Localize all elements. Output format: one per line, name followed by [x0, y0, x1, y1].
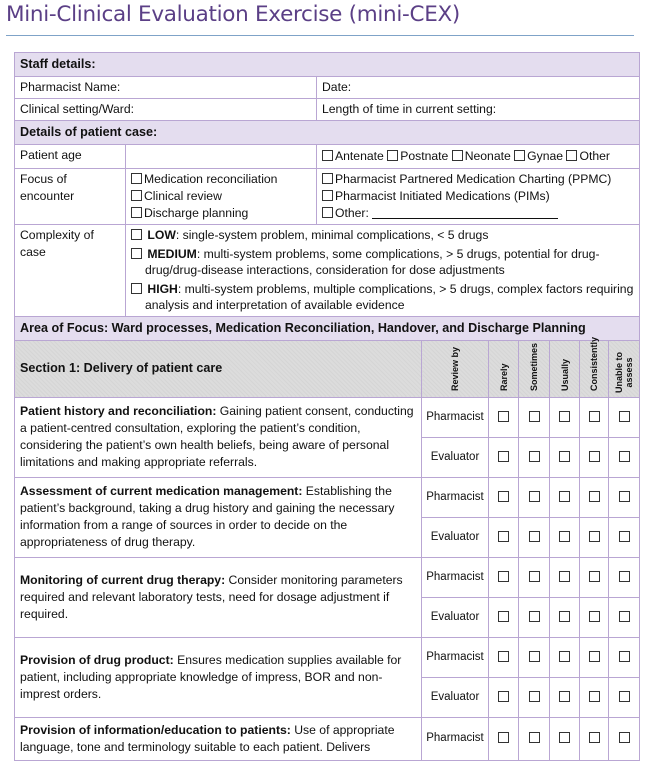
rating-unable[interactable] [609, 637, 640, 677]
rating-sometimes[interactable] [519, 677, 550, 717]
date-label: Date: [322, 80, 352, 94]
reviewer-pharmacist: Pharmacist [422, 397, 489, 437]
focus-options-right [317, 169, 640, 225]
checkbox-icon[interactable] [131, 229, 142, 240]
checkbox-icon[interactable] [589, 651, 600, 662]
age-options [317, 145, 640, 169]
item-drug-product: Provision of drug product: Ensures medication supplies available for patient, including appropriate knowledge of impress, BOR and non-imprest orders. [15, 637, 422, 717]
checkbox-icon[interactable] [529, 491, 540, 502]
checkbox-icon[interactable] [131, 283, 142, 294]
rating-usually[interactable] [550, 717, 580, 760]
rating-unable[interactable] [609, 557, 640, 597]
focus-option-clinical-review[interactable]: Clinical review [131, 188, 311, 205]
reviewer-evaluator: Evaluator [422, 597, 489, 637]
reviewer-pharmacist: Pharmacist [422, 637, 489, 677]
checkbox-icon[interactable] [131, 207, 142, 218]
patient-case-header: Details of patient case: [15, 121, 640, 145]
rating-rarely[interactable] [489, 517, 519, 557]
checkbox-icon[interactable] [589, 571, 600, 582]
rating-unable[interactable] [609, 677, 640, 717]
rating-sometimes[interactable] [519, 517, 550, 557]
checkbox-icon[interactable] [559, 571, 570, 582]
checkbox-icon[interactable] [619, 451, 630, 462]
section1-title: Section 1: Delivery of patient care [15, 340, 422, 397]
checkbox-icon[interactable] [529, 732, 540, 743]
rating-usually[interactable] [550, 597, 580, 637]
col-consistently: Consistently [580, 340, 609, 397]
rating-usually[interactable] [550, 437, 580, 477]
col-usually: Usually [550, 340, 580, 397]
checkbox-icon[interactable] [589, 531, 600, 542]
checkbox-icon[interactable] [529, 451, 540, 462]
reviewer-pharmacist: Pharmacist [422, 557, 489, 597]
focus-option-discharge[interactable]: Discharge planning [131, 205, 311, 222]
item-assessment-medication: Assessment of current medication management: Establishing the patient’s background, taking a drug history and gaining the necessary information from a range of sources in order to decide on the appropriateness of drug therapy. [15, 477, 422, 557]
rating-unable[interactable] [609, 717, 640, 760]
length-of-time-field[interactable] [317, 99, 640, 121]
complexity-label: Complexity of case [15, 225, 126, 317]
rating-usually[interactable] [550, 637, 580, 677]
staff-details-header: Staff details: [15, 53, 640, 77]
checkbox-icon[interactable] [529, 411, 540, 422]
checkbox-icon[interactable] [566, 150, 577, 161]
col-rarely: Rarely [489, 340, 519, 397]
checkbox-icon[interactable] [529, 531, 540, 542]
checkbox-icon[interactable] [529, 611, 540, 622]
rating-usually[interactable] [550, 557, 580, 597]
checkbox-icon[interactable] [529, 571, 540, 582]
rating-rarely[interactable] [489, 677, 519, 717]
rating-rarely[interactable] [489, 597, 519, 637]
page-title: Mini-Clinical Evaluation Exercise (mini-CEX) [6, 2, 460, 27]
checkbox-icon[interactable] [619, 611, 630, 622]
checkbox-icon[interactable] [619, 571, 630, 582]
checkbox-icon[interactable] [589, 411, 600, 422]
date-field[interactable] [317, 77, 640, 99]
rating-usually[interactable] [550, 477, 580, 517]
complexity-low[interactable]: LOW: single-system problem, minimal complications, < 5 drugs [131, 227, 634, 244]
checkbox-icon[interactable] [559, 411, 570, 422]
checkbox-icon[interactable] [559, 651, 570, 662]
reviewer-pharmacist: Pharmacist [422, 477, 489, 517]
reviewer-evaluator: Evaluator [422, 437, 489, 477]
checkbox-icon[interactable] [589, 611, 600, 622]
rating-usually[interactable] [550, 677, 580, 717]
item-monitoring-therapy: Monitoring of current drug therapy: Consider monitoring parameters required and relevant laboratory tests, need for dosage adjustment if required. [15, 557, 422, 637]
age-option-postnate[interactable]: Postnate [387, 149, 448, 163]
area-of-focus-header: Area of Focus: Ward processes, Medication Reconciliation, Handover, and Discharge Planning [15, 316, 640, 340]
rating-sometimes[interactable] [519, 397, 550, 437]
pharmacist-name-label: Pharmacist Name: [20, 80, 121, 94]
checkbox-icon[interactable] [514, 150, 525, 161]
rating-rarely[interactable] [489, 557, 519, 597]
patient-age-label: Patient age [15, 145, 126, 169]
rating-rarely[interactable] [489, 437, 519, 477]
focus-option-other[interactable]: Other: [322, 205, 634, 222]
rating-usually[interactable] [550, 397, 580, 437]
checkbox-icon[interactable] [559, 531, 570, 542]
checkbox-icon[interactable] [589, 732, 600, 743]
rating-unable[interactable] [609, 477, 640, 517]
focus-option-ppmc[interactable]: Pharmacist Partnered Medication Charting (PPMC) [322, 171, 634, 188]
checkbox-icon[interactable] [559, 611, 570, 622]
checkbox-icon[interactable] [619, 411, 630, 422]
checkbox-icon[interactable] [498, 651, 509, 662]
checkbox-icon[interactable] [452, 150, 463, 161]
rating-sometimes[interactable] [519, 437, 550, 477]
checkbox-icon[interactable] [589, 691, 600, 702]
focus-option-med-rec[interactable]: Medication reconciliation [131, 171, 311, 188]
checkbox-icon[interactable] [559, 491, 570, 502]
col-unable-to-assess: Unable to assess [609, 340, 640, 397]
checkbox-icon[interactable] [619, 491, 630, 502]
rating-consistently[interactable] [580, 437, 609, 477]
rating-usually[interactable] [550, 517, 580, 557]
checkbox-icon[interactable] [529, 691, 540, 702]
checkbox-icon[interactable] [131, 248, 142, 259]
checkbox-icon[interactable] [619, 531, 630, 542]
checkbox-icon[interactable] [498, 531, 509, 542]
rating-unable[interactable] [609, 517, 640, 557]
col-review-by: Review by [422, 340, 489, 397]
checkbox-icon[interactable] [619, 691, 630, 702]
checkbox-icon[interactable] [559, 691, 570, 702]
checkbox-icon[interactable] [322, 190, 333, 201]
clinical-setting-field[interactable] [15, 99, 317, 121]
reviewer-pharmacist: Pharmacist [422, 717, 489, 760]
checkbox-icon[interactable] [498, 571, 509, 582]
rating-sometimes[interactable] [519, 477, 550, 517]
checkbox-icon[interactable] [322, 150, 333, 161]
clinical-setting-label: Clinical setting/Ward: [20, 102, 135, 116]
pharmacist-name-field[interactable] [15, 77, 317, 99]
rating-unable[interactable] [609, 597, 640, 637]
col-sometimes: Sometimes [519, 340, 550, 397]
checkbox-icon[interactable] [131, 173, 142, 184]
rating-rarely[interactable] [489, 637, 519, 677]
rating-consistently[interactable] [580, 557, 609, 597]
item-information-education: Provision of information/education to patients: Use of appropriate language, tone and terminology suitable to each patient. Delivers [15, 717, 422, 760]
rating-consistently[interactable] [580, 477, 609, 517]
checkbox-icon[interactable] [498, 611, 509, 622]
checkbox-icon[interactable] [619, 732, 630, 743]
rating-sometimes[interactable] [519, 717, 550, 760]
age-option-antenate[interactable]: Antenate [322, 149, 384, 163]
rating-sometimes[interactable] [519, 557, 550, 597]
rating-sometimes[interactable] [519, 637, 550, 677]
rating-consistently[interactable] [580, 397, 609, 437]
checkbox-icon[interactable] [619, 651, 630, 662]
item-patient-history: Patient history and reconciliation: Gaining patient consent, conducting a patient-centred consultation, exploring the patient’s condition, considering the patient’s own health beliefs, being aware of personal limitations and making appropriate referrals. [15, 397, 422, 477]
complexity-options [126, 225, 640, 317]
checkbox-icon[interactable] [559, 732, 570, 743]
checkbox-icon[interactable] [589, 451, 600, 462]
checkbox-icon[interactable] [387, 150, 398, 161]
complexity-high[interactable]: HIGH: multi-system problems, multiple complications, > 5 drugs, complex factors requiring analysis and interpretation of available evidence [131, 281, 634, 314]
checkbox-icon[interactable] [529, 651, 540, 662]
checkbox-icon[interactable] [559, 451, 570, 462]
checkbox-icon[interactable] [498, 451, 509, 462]
rating-unable[interactable] [609, 397, 640, 437]
rating-unable[interactable] [609, 437, 640, 477]
rating-consistently[interactable] [580, 677, 609, 717]
age-option-other[interactable]: Other [566, 149, 609, 163]
patient-age-field[interactable] [126, 145, 317, 169]
reviewer-evaluator: Evaluator [422, 677, 489, 717]
rating-consistently[interactable] [580, 637, 609, 677]
reviewer-evaluator: Evaluator [422, 517, 489, 557]
rating-consistently[interactable] [580, 517, 609, 557]
focus-label: Focus of encounter [15, 169, 126, 225]
checkbox-icon[interactable] [322, 207, 333, 218]
complexity-medium[interactable]: MEDIUM: multi-system problems, some complications, > 5 drugs, potential for drug- drug/drug-disease interactions, consideration for dose adjustments [131, 246, 634, 279]
checkbox-icon[interactable] [498, 491, 509, 502]
title-divider [6, 35, 634, 36]
checkbox-icon[interactable] [131, 190, 142, 201]
focus-option-pims[interactable]: Pharmacist Initiated Medications (PIMs) [322, 188, 634, 205]
checkbox-icon[interactable] [498, 411, 509, 422]
checkbox-icon[interactable] [498, 732, 509, 743]
rating-consistently[interactable] [580, 597, 609, 637]
checkbox-icon[interactable] [322, 173, 333, 184]
rating-rarely[interactable] [489, 477, 519, 517]
checkbox-icon[interactable] [589, 491, 600, 502]
age-option-gynae[interactable]: Gynae [514, 149, 563, 163]
age-option-neonate[interactable]: Neonate [452, 149, 511, 163]
length-of-time-label: Length of time in current setting: [322, 102, 497, 116]
rating-rarely[interactable] [489, 397, 519, 437]
rating-consistently[interactable] [580, 717, 609, 760]
rating-rarely[interactable] [489, 717, 519, 760]
checkbox-icon[interactable] [498, 691, 509, 702]
mini-cex-form [14, 52, 640, 761]
rating-sometimes[interactable] [519, 597, 550, 637]
focus-options-left [126, 169, 317, 225]
other-input-line[interactable] [372, 206, 558, 219]
